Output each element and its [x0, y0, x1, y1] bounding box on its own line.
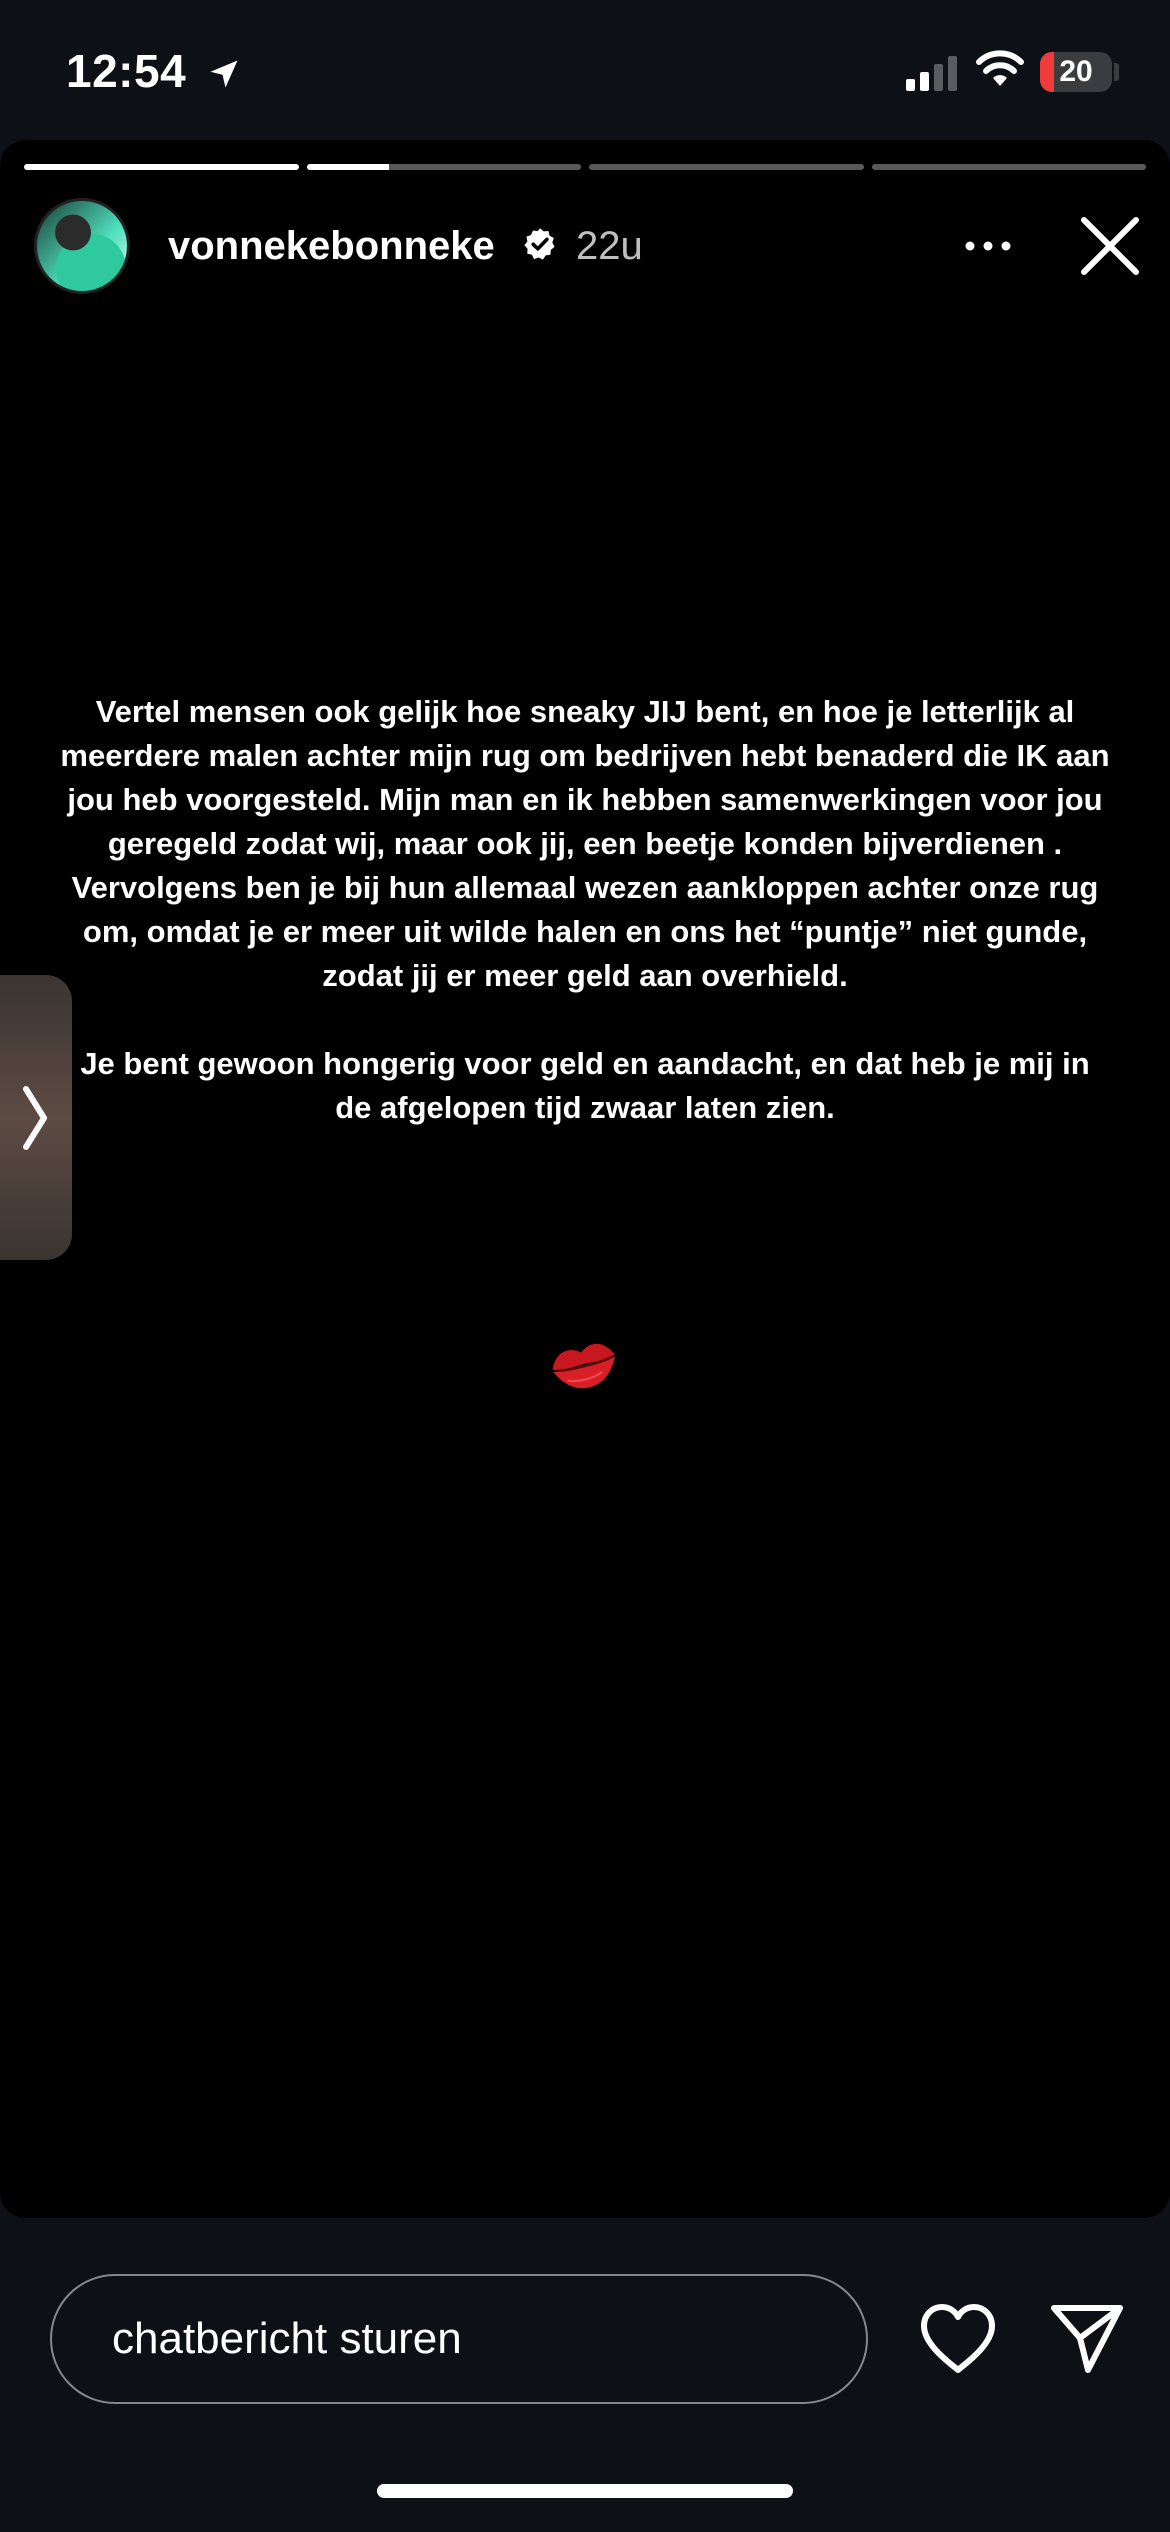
battery-icon	[1040, 52, 1112, 92]
kiss-lips-icon	[548, 1332, 620, 1396]
status-bar	[0, 0, 1170, 140]
cellular-signal-icon	[906, 55, 958, 91]
side-panel-handle[interactable]	[0, 975, 72, 1260]
story-progress-segment	[24, 164, 299, 170]
story-paragraph: Vertel mensen ook gelijk hoe sneaky JIJ bent, en hoe je letterlijk al meerdere malen achter mijn rug om bedrijven hebt benaderd die IK aan jou heb voorgesteld. Mijn man en ik hebben samenwerkingen voor jou geregeld zodat wij, maar ook jij, een beetje konden bijverdienen . Vervolgens ben je bij hun allemaal wezen aankloppen achter onze rug om, omdat je er meer uit wilde halen en ons het “puntje” niet gunde, zodat jij er meer geld aan overhield.	[60, 694, 1110, 993]
more-options-icon[interactable]	[960, 226, 1016, 266]
verified-badge-icon	[522, 226, 558, 262]
story-header	[34, 194, 1144, 298]
send-icon[interactable]	[1048, 2300, 1126, 2376]
story-progress-fill	[24, 164, 299, 170]
story-progress-segment	[589, 164, 864, 170]
status-time: 12:54	[66, 45, 187, 97]
location-arrow-icon	[206, 56, 242, 92]
battery-cap	[1114, 63, 1119, 81]
reply-message-input[interactable]	[50, 2274, 868, 2404]
story-text	[60, 690, 1110, 1174]
heart-icon[interactable]	[918, 2302, 998, 2376]
avatar[interactable]	[34, 198, 130, 294]
story-time-ago: 22u	[576, 224, 643, 268]
battery-level: 20	[1059, 55, 1093, 88]
story-progress-bar	[24, 164, 1146, 170]
wifi-icon	[976, 50, 1024, 90]
chevron-right-icon	[18, 1083, 52, 1153]
home-indicator	[377, 2484, 793, 2498]
story-paragraph: Je bent gewoon hongerig voor geld en aandacht, en dat heb je mij in de afgelopen tijd zwaar laten zien.	[80, 1046, 1090, 1125]
username[interactable]: vonnekebonneke	[168, 224, 495, 268]
story-progress-segment	[307, 164, 582, 170]
close-icon[interactable]	[1078, 214, 1142, 278]
story-viewer[interactable]	[0, 140, 1170, 2218]
story-progress-segment	[872, 164, 1147, 170]
story-progress-fill	[307, 164, 389, 170]
